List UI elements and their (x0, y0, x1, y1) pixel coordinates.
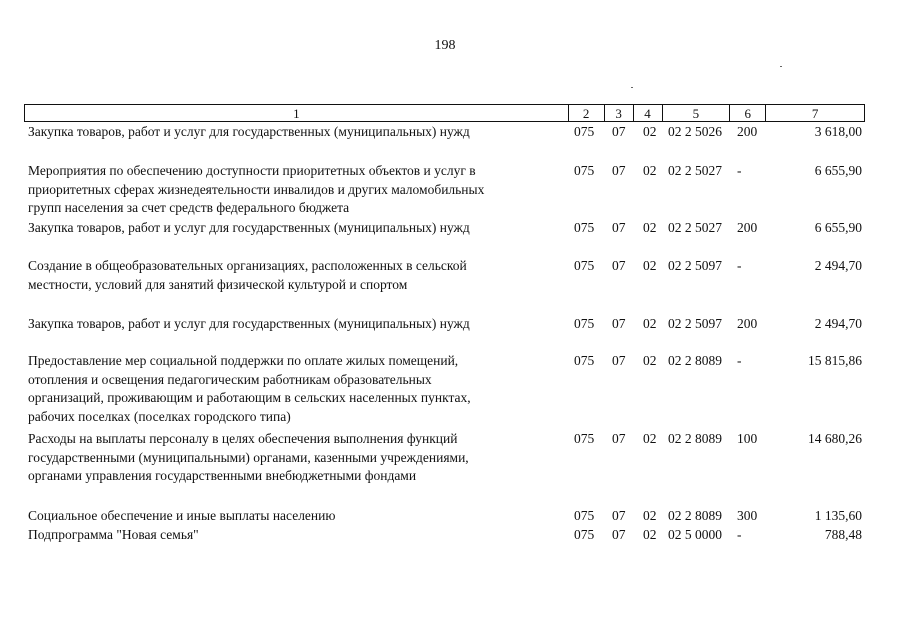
description-line: государственными (муниципальными) органами, казенными учреждениями, (28, 449, 469, 465)
section-code: 07 (612, 124, 626, 139)
section-code: 07 (612, 258, 626, 273)
expense-type-code: - (737, 353, 742, 368)
section-code: 07 (612, 353, 626, 368)
subsection-code: 02 (643, 124, 657, 139)
section-code: 07 (612, 527, 626, 542)
subsection-code: 02 (643, 353, 657, 368)
section-code: 07 (612, 220, 626, 235)
amount: 2 494,70 (814, 316, 862, 331)
description-line: Закупка товаров, работ и услуг для государственных (муниципальных) нужд (28, 316, 470, 331)
admin-code: 075 (574, 163, 595, 178)
admin-code: 075 (574, 316, 595, 331)
subsection-code: 02 (643, 258, 657, 273)
description-line: местности, условий для занятий физической культурой и спортом (28, 276, 408, 292)
row-description (28, 352, 558, 426)
expense-type-code: - (737, 527, 742, 542)
expense-type-code: 100 (737, 431, 758, 446)
admin-code: 075 (574, 431, 595, 446)
description-line: Создание в общеобразовательных организациях, расположенных в сельской (28, 258, 467, 273)
section-code: 07 (612, 163, 626, 178)
subsection-code: 02 (643, 220, 657, 235)
row-description (28, 526, 558, 545)
table-header (24, 104, 865, 122)
amount: 14 680,26 (808, 431, 862, 446)
expense-type-code: - (737, 258, 742, 273)
target-article-code: 02 5 0000 (668, 527, 722, 542)
amount: 2 494,70 (814, 258, 862, 273)
description-line: Социальное обеспечение и иные выплаты населению (28, 508, 336, 523)
row-description (28, 219, 558, 238)
section-code: 07 (612, 508, 626, 523)
amount: 788,48 (824, 527, 862, 542)
description-line: групп населения за счет средств федерального бюджета (28, 200, 350, 215)
subsection-code: 02 (643, 508, 657, 523)
row-description (28, 162, 558, 218)
header-col-5: 5 (662, 105, 730, 121)
description-line: Подпрограмма "Новая семья" (28, 527, 199, 542)
description-line: Предоставление мер социальной поддержки по оплате жилых помещений, (28, 353, 459, 368)
admin-code: 075 (574, 527, 595, 542)
description-line: органами управления государственными внебюджетными фондами (28, 468, 417, 483)
description-line: Закупка товаров, работ и услуг для государственных (муниципальных) нужд (28, 124, 470, 139)
admin-code: 075 (574, 508, 595, 523)
row-description (28, 507, 558, 526)
header-col-4: 4 (633, 105, 662, 121)
subsection-code: 02 (643, 431, 657, 446)
target-article-code: 02 2 5027 (668, 220, 722, 235)
expense-type-code: 300 (737, 508, 758, 523)
subsection-code: 02 (643, 527, 657, 542)
subsection-code: 02 (643, 163, 657, 178)
amount: 3 618,00 (814, 124, 862, 139)
header-col-3: 3 (604, 105, 633, 121)
description-line: рабочих поселках (поселках городского типа) (28, 408, 291, 424)
admin-code: 075 (574, 258, 595, 273)
expense-type-code: 200 (737, 124, 758, 139)
amount: 15 815,86 (808, 353, 862, 368)
header-col-7: 7 (765, 105, 864, 121)
target-article-code: 02 2 8089 (668, 353, 722, 368)
admin-code: 075 (574, 124, 595, 139)
section-code: 07 (612, 431, 626, 446)
expense-type-code: 200 (737, 220, 758, 235)
description-line: Закупка товаров, работ и услуг для государственных (муниципальных) нужд (28, 220, 470, 235)
target-article-code: 02 2 5097 (668, 258, 722, 273)
row-description (28, 430, 558, 486)
amount: 1 135,60 (814, 508, 862, 523)
page-number: 198 (434, 38, 456, 53)
description-line: приоритетных сферах жизнедеятельности инвалидов и других маломобильных (28, 181, 485, 197)
description-line: организаций, проживающим и работающим в сельских населенных пунктах, (28, 390, 471, 405)
header-col-6: 6 (729, 105, 765, 121)
expense-type-code: - (737, 163, 742, 178)
row-description (28, 315, 558, 334)
subsection-code: 02 (643, 316, 657, 331)
header-col-1: 1 (293, 106, 300, 121)
scan-speck (631, 87, 633, 88)
row-description (28, 257, 558, 294)
description-line: отопления и освещения педагогическим работникам образовательных (28, 371, 432, 387)
amount: 6 655,90 (814, 220, 862, 235)
target-article-code: 02 2 5026 (668, 124, 722, 139)
target-article-code: 02 2 8089 (668, 431, 722, 446)
target-article-code: 02 2 5097 (668, 316, 722, 331)
scan-speck (780, 66, 782, 67)
section-code: 07 (612, 316, 626, 331)
target-article-code: 02 2 8089 (668, 508, 722, 523)
description-line: Расходы на выплаты персоналу в целях обеспечения выполнения функций (28, 431, 458, 446)
expense-type-code: 200 (737, 316, 758, 331)
admin-code: 075 (574, 353, 595, 368)
description-line: Мероприятия по обеспечению доступности приоритетных объектов и услуг в (28, 163, 476, 178)
amount: 6 655,90 (814, 163, 862, 178)
header-col-2: 2 (568, 105, 604, 121)
row-description (28, 123, 558, 142)
target-article-code: 02 2 5027 (668, 163, 722, 178)
admin-code: 075 (574, 220, 595, 235)
